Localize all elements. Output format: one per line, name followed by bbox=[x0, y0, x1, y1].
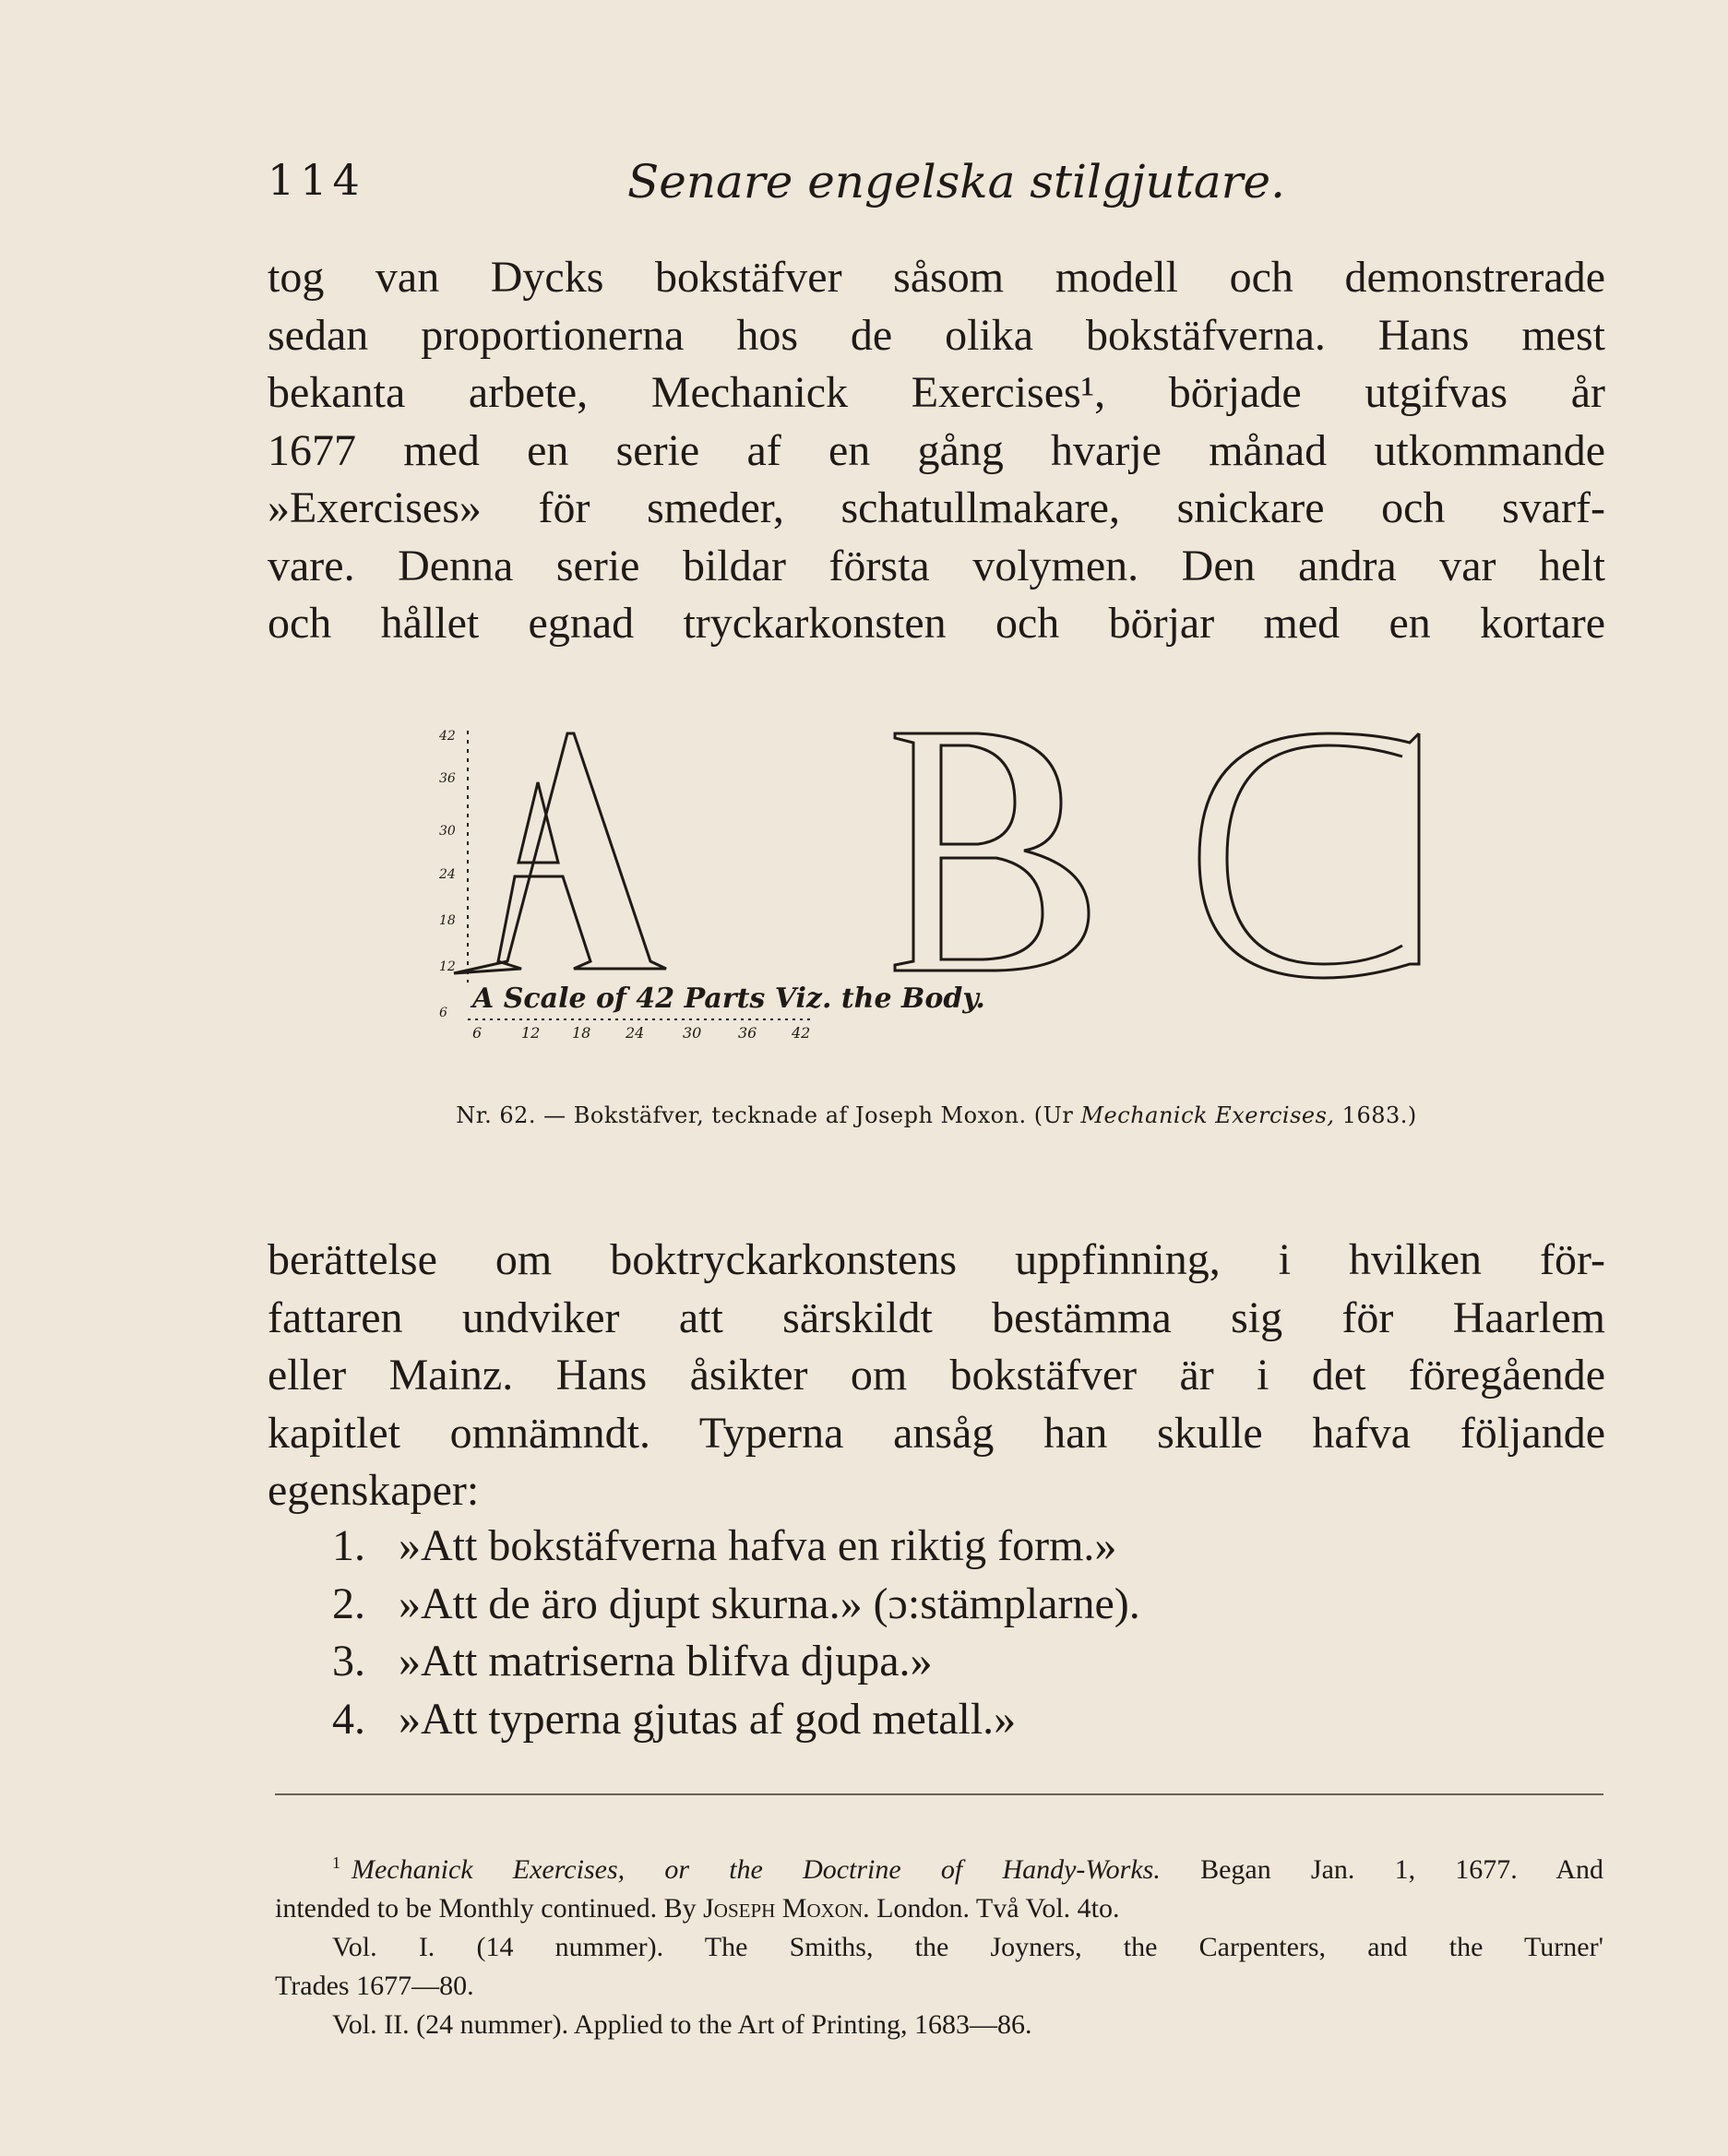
footnote-title: Mechanick Exercises, or the Doctrine of Handy-Works. bbox=[352, 1854, 1161, 1885]
scale-number: 36 bbox=[738, 1024, 757, 1042]
footnote-text: Began Jan. 1, 1677. And bbox=[1200, 1854, 1604, 1885]
footnote-line: Trades 1677—80. bbox=[275, 1971, 474, 2001]
letter-a-drawing bbox=[454, 733, 666, 973]
paragraph-1 bbox=[268, 249, 1605, 653]
footnote-mark: 1 bbox=[332, 1853, 340, 1872]
scale-number: 6 bbox=[472, 1024, 483, 1042]
text-line: 1677 med en serie af en gång hvarje månad utkommande bbox=[268, 425, 1605, 475]
caption-italic-title: Mechanick Exercises, bbox=[1080, 1102, 1335, 1128]
vertical-scale-label: 30 bbox=[439, 824, 456, 839]
footnote-line: Vol. II. (24 nummer). Applied to the Art of Printing, 1683—86. bbox=[332, 2009, 1032, 2040]
letter-c-drawing bbox=[1199, 733, 1419, 978]
scale-number: 18 bbox=[572, 1024, 591, 1042]
text-line: sedan proportionerna hos de olika bokstäfverna. Hans mest bbox=[268, 310, 1605, 360]
footnote-divider bbox=[275, 1793, 1603, 1795]
list-text: »Att typerna gjutas af god metall.» bbox=[399, 1694, 1017, 1744]
list-number: 2. bbox=[332, 1578, 365, 1628]
running-head bbox=[268, 155, 1605, 210]
text-line: vare. Denna serie bildar första volymen. Den andra var helt bbox=[268, 541, 1605, 590]
scale-number: 24 bbox=[626, 1024, 645, 1042]
list-item bbox=[332, 1691, 1531, 1749]
footnote-text: . London. Två Vol. 4to. bbox=[863, 1893, 1120, 1924]
abc-letters-illustration bbox=[424, 720, 1439, 1070]
text-line: »Exercises» för smeder, schatullmakare, snickare och svarf- bbox=[268, 483, 1605, 532]
caption-suffix: 1683.) bbox=[1341, 1102, 1417, 1128]
list-number: 4. bbox=[332, 1694, 365, 1744]
page-number: 114 bbox=[268, 155, 365, 205]
vertical-scale-label: 36 bbox=[439, 771, 456, 786]
text-line: kapitlet omnämndt. Typerna ansåg han skulle hafva följande bbox=[268, 1408, 1605, 1458]
vertical-scale-label: 18 bbox=[439, 913, 456, 928]
letter-figure bbox=[424, 720, 1439, 1070]
list-text: »Att bokstäfverna hafva en riktig form.» bbox=[399, 1521, 1117, 1570]
text-line: bekanta arbete, Mechanick Exercises¹, började utgifvas år bbox=[268, 368, 1605, 417]
footnote-line bbox=[275, 1843, 1603, 1889]
list-number: 1. bbox=[332, 1521, 365, 1570]
scale-number: 30 bbox=[683, 1024, 702, 1042]
footnote-text: intended to be Monthly continued. By bbox=[275, 1893, 697, 1924]
vertical-scale-label: 42 bbox=[439, 729, 456, 744]
running-title: Senare engelska stilgjutare. bbox=[627, 155, 1286, 208]
footnotes bbox=[275, 1843, 1603, 2044]
text-line: tog van Dycks bokstäfver såsom modell och demonstrerade bbox=[268, 253, 1605, 302]
caption-prefix: Nr. 62. — Bokstäfver, tecknade af Joseph Moxon. (Ur bbox=[456, 1102, 1074, 1128]
figure-caption bbox=[268, 1102, 1605, 1128]
text-line: egenskaper: bbox=[268, 1466, 480, 1515]
letter-b-drawing bbox=[895, 733, 1089, 971]
footnote-line: Vol. I. (14 nummer). The Smiths, the Joyners, the Carpenters, and the Turner' bbox=[332, 1932, 1603, 1962]
scale-caption: A Scale of 42 Parts Viz. the Body. bbox=[472, 983, 985, 1015]
paragraph-2 bbox=[268, 1232, 1605, 1520]
text-line: berättelse om boktryckarkonstens uppfinning, i hvilken för- bbox=[268, 1235, 1605, 1284]
text-line: fattaren undviker att särskildt bestämma sig för Haarlem bbox=[268, 1292, 1605, 1342]
vertical-scale-label: 6 bbox=[439, 1006, 447, 1020]
scale-number: 12 bbox=[521, 1024, 541, 1042]
list-number: 3. bbox=[332, 1637, 365, 1685]
list-text: »Att de äro djupt skurna.» (ɔ:stämplarne). bbox=[399, 1578, 1140, 1628]
text-line: och hållet egnad tryckarkonsten och börjar med en kortare bbox=[268, 599, 1605, 648]
text-line: eller Mainz. Hans åsikter om bokstäfver är i det föregående bbox=[268, 1351, 1605, 1400]
list-item bbox=[332, 1518, 1531, 1576]
footnote-author: Joseph Moxon bbox=[703, 1893, 864, 1924]
list-item bbox=[332, 1576, 1531, 1634]
list-item bbox=[332, 1633, 1531, 1691]
list-text: »Att matriserna blifva djupa.» bbox=[399, 1637, 933, 1685]
numbered-list bbox=[332, 1518, 1531, 1748]
footnote-line bbox=[275, 1889, 1603, 1928]
vertical-scale-label: 24 bbox=[439, 867, 456, 882]
scale-number: 42 bbox=[792, 1024, 811, 1042]
vertical-scale-label: 12 bbox=[439, 959, 456, 974]
